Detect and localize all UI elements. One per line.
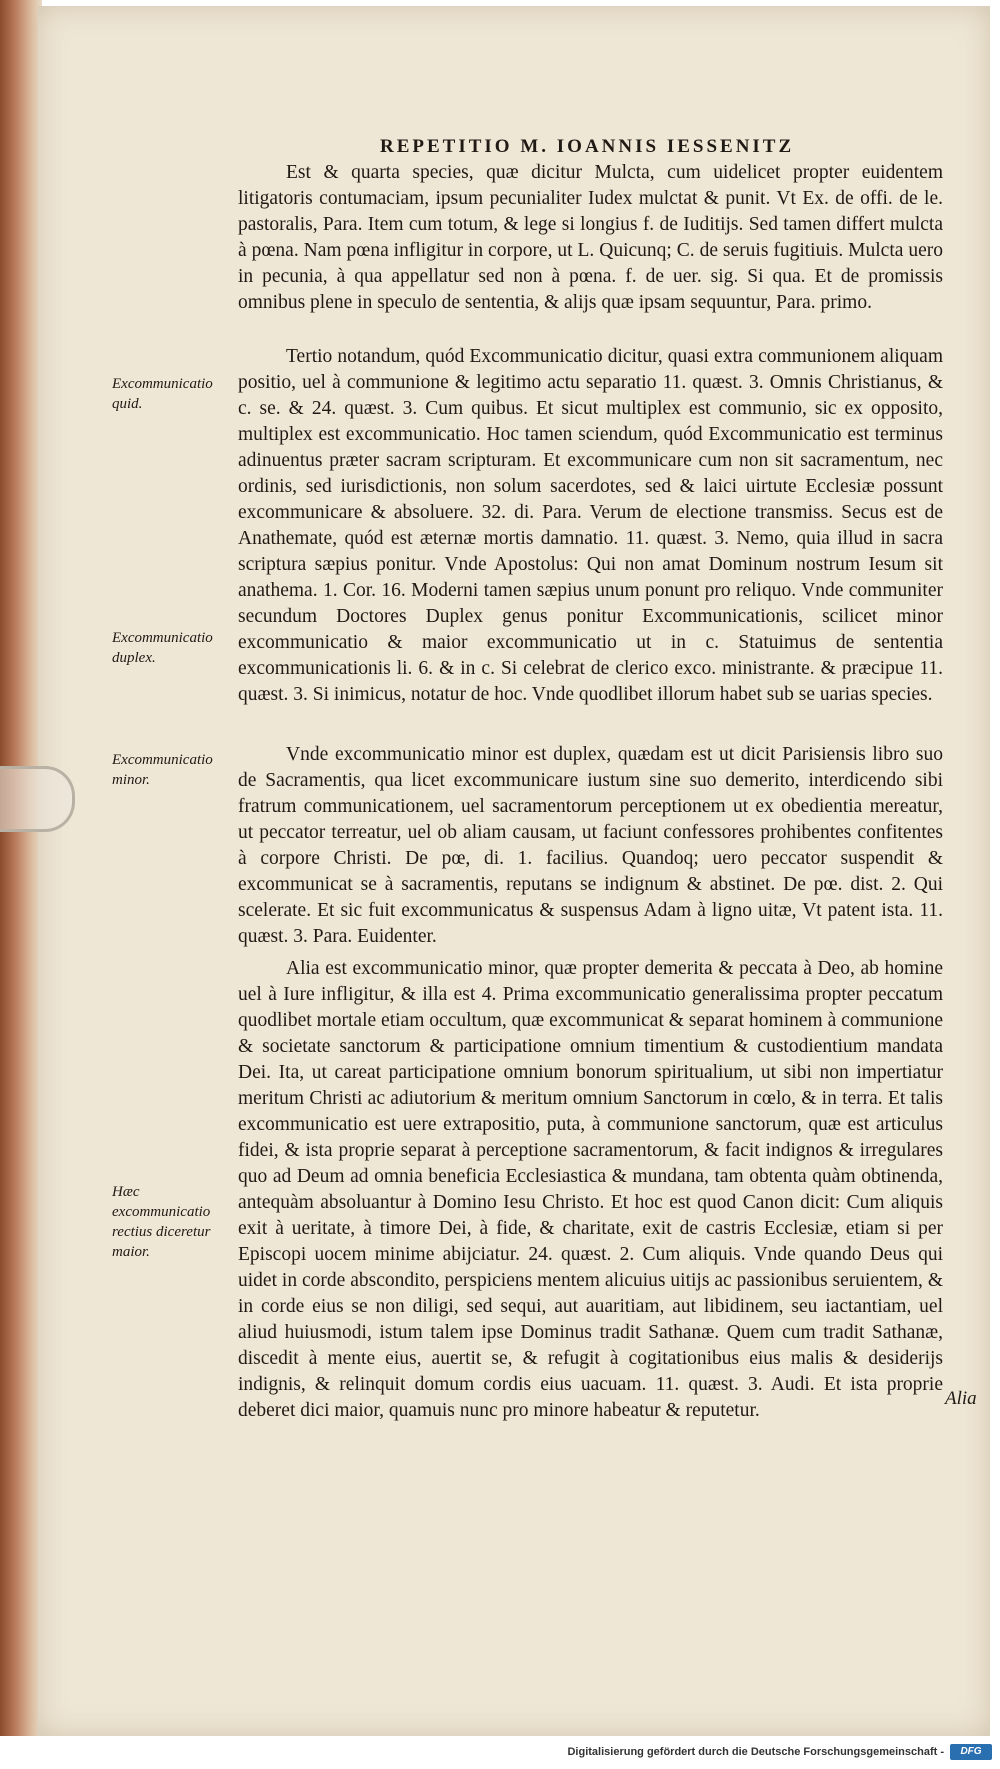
paragraph-4: Alia est excommunicatio minor, quæ propter demerita & peccata à Deo, ab homine uel à Iure infligitur, & illa est 4. Prima excommunicatio generalissima propter peccatum quodlibet mortale etiam occultum, quæ excommunicat & separat hominem à communione & societate sanctorum & participatione omnium timentium & custodientium mandata Dei. Ita, ut careat participatione omnium bonorum spiritualium, ut sibi non impertiatur meritum Christi ac adiutorium & meritum omnium Sanctorum in cœlo, & in terra. Et talis excommunicatio est uere extrapositio, puta, à communione sanctorum, quæ est articulus fidei, & ista proprie separat à perceptione sacramentorum, & facit indignos & irregulares quo ad Deum ad omnia beneficia Ecclesiastica & mundana, tam obtenta quàm obtinenda, antequàm absoluantur à Domino Iesu Christo. Et hoc est quod Canon dicit: Cum aliquis exit à ueritate, à timore Dei, à fide, & charitate, exit de castris Ecclesiæ, etiam si per Episcopi uocem minime abijciatur. 24. quæst. 2. Cum aliquis. Vnde quando Deus qui uidet in corde abscondito, perspiciens mentem alicuius uitijs ac passionibus seruientem, & in corde eius se non diligi, sed sequi, aut auaritiam, aut libidinem, seu iactantiam, uel aliud huiusmodi, istum talem ipse Dominus tradit Sathanæ. Quem cum tradit Sathanæ, discedit à mente eius, auertit se, & refugit à cogitationibus eius malis & desiderijs indignis, & relinquit domum cordis eius uacuam. 11. quæst. 3. Audi. Et ista proprie deberet dici maior, quamuis nunc pro minore habeatur & reputetur. <box>238 958 943 1421</box>
paragraph-1: Est & quarta species, quæ dicitur Mulcta, cum uidelicet propter euidentem litigatoris contumaciam, ipsum pecunialiter Iudex mulctat & punit. Vt Ex. de offi. de le. pastoralis, Para. Item cum totum, & lege si longius f. de Iuditijs. Sed tamen differt mulcta à pœna. Nam pœna infligitur in corpore, ut L. Quicunq; C. de seruis fugitiuis. Mulcta uero in pecunia, à qua appellatur sed non à pœna. f. de uer. sig. Si qua. Et de promissis omnibus plene in speculo de sententia, & alijs quæ ipsam sequuntur, Para. primo. <box>238 162 943 313</box>
paragraph-3: Vnde excommunicatio minor est duplex, quædam est ut dicit Parisiensis libro suo de Sacramentis, qua licet excommunicare iustum sine suo demerito, interdicendo sibi fratrum communicationem, uel sacramentorum perceptionem ut ex obedientia mereatur, ut peccator terreatur, uel ob aliam causam, ut faciunt confessores prohibentes confitentes à corpore Christi. De pœ, di. 1. facilius. Quandoq; uero peccator suspendit & excommunicat se à sacramentis, reputans se indignum & abstinet. De pœ. dist. 2. Qui scelerate. Et sic fuit excommunicatus & suspensus Adam à ligno uitæ, Vt patent ista. 11. quæst. 3. Para. Euidenter. <box>238 744 943 947</box>
marginal-note-maior: Hæc excommunicatio rectius diceretur maior. <box>112 1184 211 1260</box>
dfg-logo: DFG <box>950 1744 992 1760</box>
paragraph-2: Tertio notandum, quód Excommunicatio dicitur, quasi extra communionem aliquam positio, uel à communione & legitimo actu separatio 11. quæst. 3. Omnis Christianus, & c. se. & 24. quæst. 3. Cum quibus. Et sicut multiplex est communio, sic ex opposito, multiplex est excommunicatio. Hoc tamen sciendum, quód Excommunicatio est terminus adinuentus præter sacram scripturam. Et excommunicare cum non sit sacramentum, nec ordinis, sed iurisdictionis, non solum sacerdotes, sed & laici uirtute Ecclesiæ possunt excommunicare & absoluere. 32. di. Para. Verum de electione transmiss. Secus est de Anathemate, quód est æternæ mortis damnatio. 11. quæst. 3. Nemo, quia illud in sacra scriptura sæpius ponitur. Vnde Apostolus: Qui non amat Dominum nostrum Iesum sit anathema. 1. Cor. 16. Moderni tamen sæpius unum ponunt pro reliquo. Vnde communiter secundum Doctores Duplex genus ponitur Excommunicationis, scilicet minor excommunicatio & maior excommunicatio ut in c. Statuimus de sententia excommunicationis li. 6. & in c. Si celebrat de clerico exco. ministrante. & præcipue 11. quæst. 3. Si inimicus, notatur de hoc. Vnde quodlibet illorum habet sub se uarias species. <box>238 346 943 705</box>
paper-clip <box>0 766 75 832</box>
book-spine-edge <box>0 0 42 1769</box>
paragraph-4-block <box>238 956 943 1424</box>
paragraph-1-block <box>238 160 943 316</box>
footer-credit: Digitalisierung gefördert durch die Deutsche Forschungsgemeinschaft - <box>567 1746 944 1758</box>
paragraph-2-block <box>238 344 943 708</box>
marginal-note-excommunicatio-minor: Excommunicatio minor. <box>112 752 213 788</box>
marginal-note-excommunicatio-duplex: Excommunicatio duplex. <box>112 630 213 666</box>
footer-bar <box>0 1736 1000 1769</box>
marginal-note-excommunicatio-quid: Excommunicatio quid. <box>112 376 213 412</box>
catchword: Alia <box>945 1388 977 1409</box>
running-head: REPETITIO M. IOANNIS IESSENITZ <box>380 136 795 157</box>
paragraph-3-block <box>238 742 943 950</box>
